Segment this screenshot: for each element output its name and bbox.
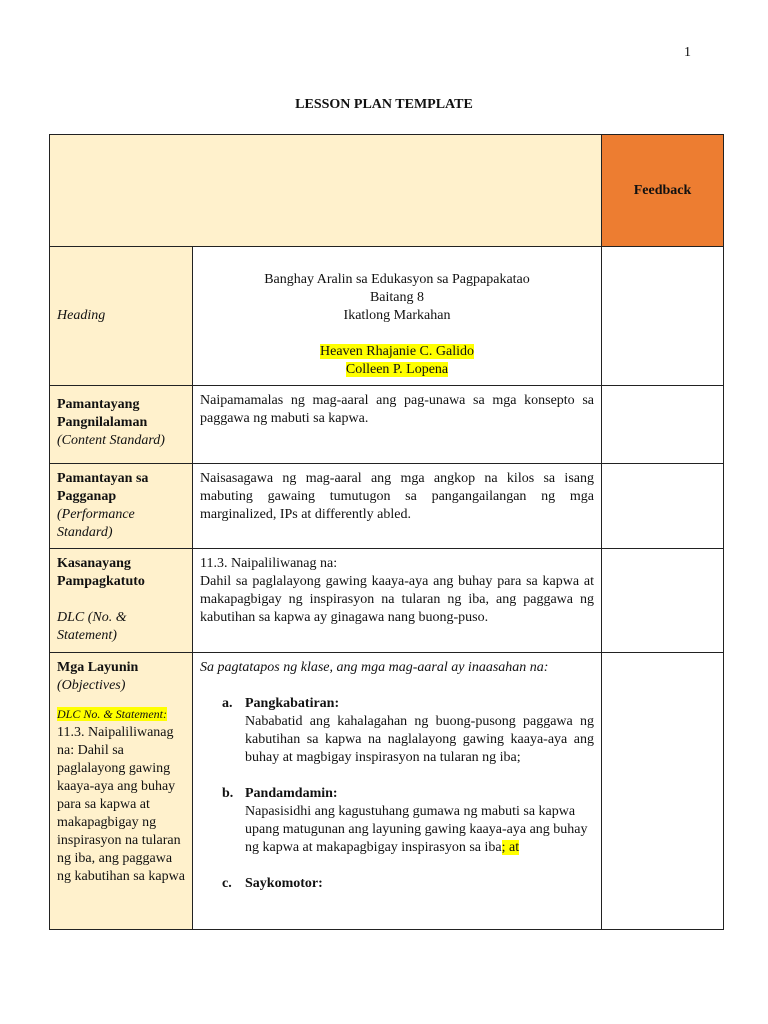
objectives-feedback-cell [602,653,724,930]
heading-label-cell [50,247,193,386]
objectives-intro: Sa pagtatapos ng klase, ang mga mag-aaral ay inaasahan na: [200,660,549,675]
page-number: 1 [684,45,691,60]
performance-standard-text: Naisasagawa ng mag-aaral ang mga angkop na kilos sa isang mabuting gawaing tumutugon sa pangangailangan ng mga marginalized, IPs at differently abled. [193,464,602,549]
content-standard-feedback-cell [602,386,724,464]
performance-standard-sublabel: (Performance Standard) [57,507,135,540]
objective-text-b: Napasisidhi ang kagustuhang gumawa ng mabuti sa kapwa upang matugunan ang layuning gawing kaaya-aya ang buhay ng kapwa at makapagbigay inspirasyon sa iba [245,804,588,855]
lesson-plan-table [49,134,724,930]
performance-standard-label: Pamantayan sa Pagganap [57,471,149,504]
objective-marker-c: c. [222,876,232,891]
objectives-label: Mga Layunin [57,660,139,675]
competency-text: Dahil sa paglalayong gawing kaaya-aya ang buhay para sa kapwa at makapagbigay ng inspirasyon na tularan ng iba, ang paggawa ng kabutihan sa kapwa ay ginagawa nang buong-puso. [200,574,594,625]
competency-label-cell [50,549,193,653]
objective-heading-b: Pandamdamin: [245,786,338,801]
competency-content-cell [193,549,602,653]
objective-item-b [200,785,594,857]
dlc-text: 11.3. Naipaliliwanag na: Dahil sa paglalayong gawing kaaya-aya ang buhay para sa kapwa at makapagbigay ng inspirasyon na tularan ng iba, ang paggawa ng kabutihan sa kapwa [57,725,185,884]
competency-row [50,549,724,653]
content-standard-sublabel: (Content Standard) [57,433,165,448]
page-title: LESSON PLAN TEMPLATE [295,97,473,112]
objectives-list [200,695,594,893]
objective-item-c [200,875,594,893]
content-standard-label-cell [50,386,193,464]
performance-standard-row [50,464,724,549]
feedback-header: Feedback [602,135,724,247]
content-standard-label: Pamantayang Pangnilalaman [57,397,148,430]
competency-sublabel: DLC (No. & Statement) [57,610,127,643]
objective-heading-a: Pangkabatiran: [245,696,340,711]
objective-item-a [200,695,594,767]
objective-heading-c: Saykomotor: [245,876,323,891]
heading-line-1: Banghay Aralin sa Edukasyon sa Pagpapakatao [264,272,530,287]
content-standard-row [50,386,724,464]
heading-feedback-cell [602,247,724,386]
competency-feedback-cell [602,549,724,653]
heading-label: Heading [57,308,106,323]
author-2: Colleen P. Lopena [345,362,449,377]
objective-marker-a: a. [222,696,233,711]
performance-standard-feedback-cell [602,464,724,549]
performance-standard-label-cell [50,464,193,549]
competency-line-1: 11.3. Naipaliliwanag na: [200,556,338,571]
table-header-row [50,135,724,247]
author-1: Heaven Rhajanie C. Galido [320,344,474,359]
heading-line-2: Baitang 8 [369,290,425,305]
competency-label: Kasanayang Pampagkatuto [57,556,145,589]
objectives-content-cell [193,653,602,930]
content-standard-text: Naipamamalas ng mag-aaral ang pag-unawa sa mga konsepto sa paggawa ng mabuti sa kapwa. [193,386,602,464]
objective-marker-b: b. [222,786,234,801]
heading-row [50,247,724,386]
header-blank-cell [50,135,602,247]
heading-line-3: Ikatlong Markahan [343,308,451,323]
objective-text-a: Nababatid ang kahalagahan ng buong-pusong paggawa ng kabutihan sa kapwa na naglalayong gawing kaaya-aya ang buhay at magbigay inspirasyon na tularan ng iba; [245,714,594,765]
objectives-sublabel: (Objectives) [57,678,126,693]
objectives-row [50,653,724,930]
heading-content-cell [193,247,602,386]
objective-text-b-highlight: ; at [501,840,520,855]
dlc-label: DLC No. & Statement: [57,707,167,721]
objectives-label-cell [50,653,193,930]
